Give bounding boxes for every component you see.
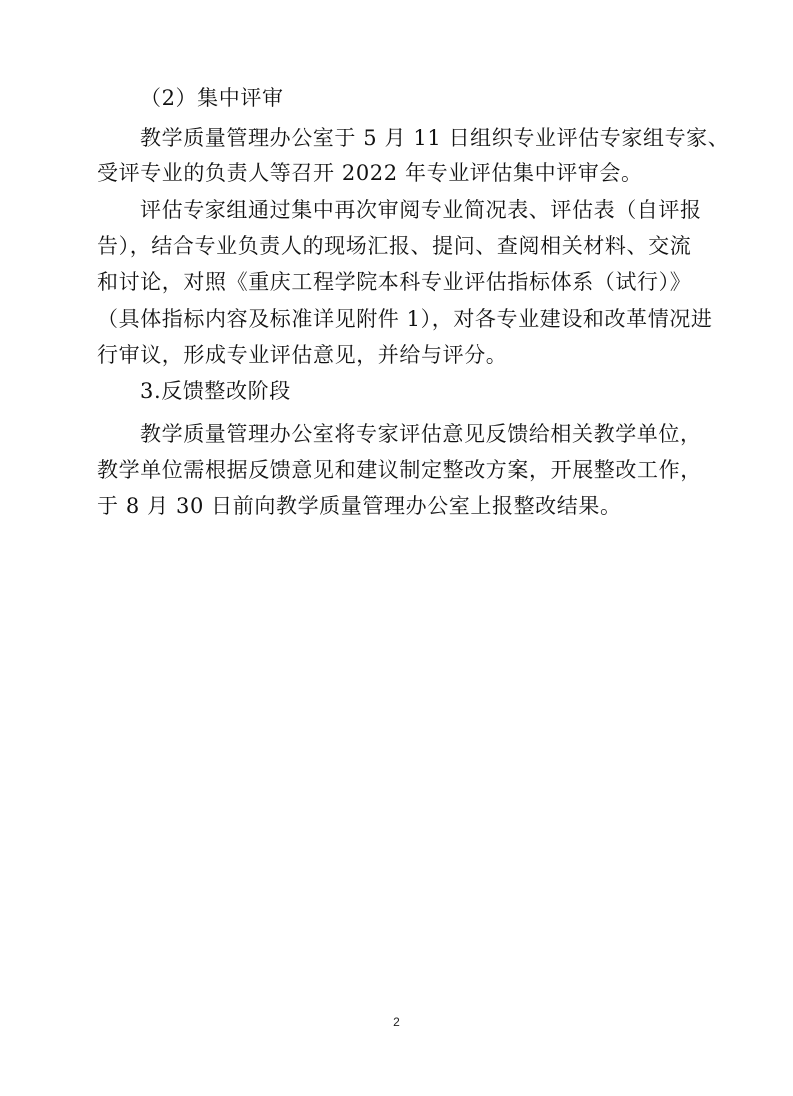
paragraph-line: 告），结合专业负责人的现场汇报、提问、查阅相关材料、交流 [97, 234, 692, 258]
paragraph-line: 和讨论，对照《重庆工程学院本科专业评估指标体系（试行）》 [97, 270, 692, 294]
paragraph-line: 教学单位需根据反馈意见和建议制定整改方案，开展整改工作， [97, 458, 702, 482]
paragraph-line: 行审议，形成专业评估意见，并给与评分。 [97, 343, 508, 367]
section-heading-centralized-review: （2）集中评审 [140, 86, 284, 110]
section-heading-feedback-rectification: 3.反馈整改阶段 [140, 379, 291, 403]
paragraph-line: 教学质量管理办公室将专家评估意见反馈给相关教学单位， [140, 422, 702, 446]
paragraph-line: 受评专业的负责人等召开 2022 年专业评估集中评审会。 [97, 161, 643, 185]
paragraph-line: 教学质量管理办公室于 5 月 11 日组织专业评估专家组专家、 [140, 126, 730, 150]
paragraph-line: 评估专家组通过集中再次审阅专业简况表、评估表（自评报 [140, 198, 702, 222]
paragraph-line: 于 8 月 30 日前向教学质量管理办公室上报整改结果。 [97, 494, 622, 518]
paragraph-line: （具体指标内容及标准详见附件 1），对各专业建设和改革情况进 [97, 307, 713, 331]
page-number: 2 [393, 1015, 400, 1029]
